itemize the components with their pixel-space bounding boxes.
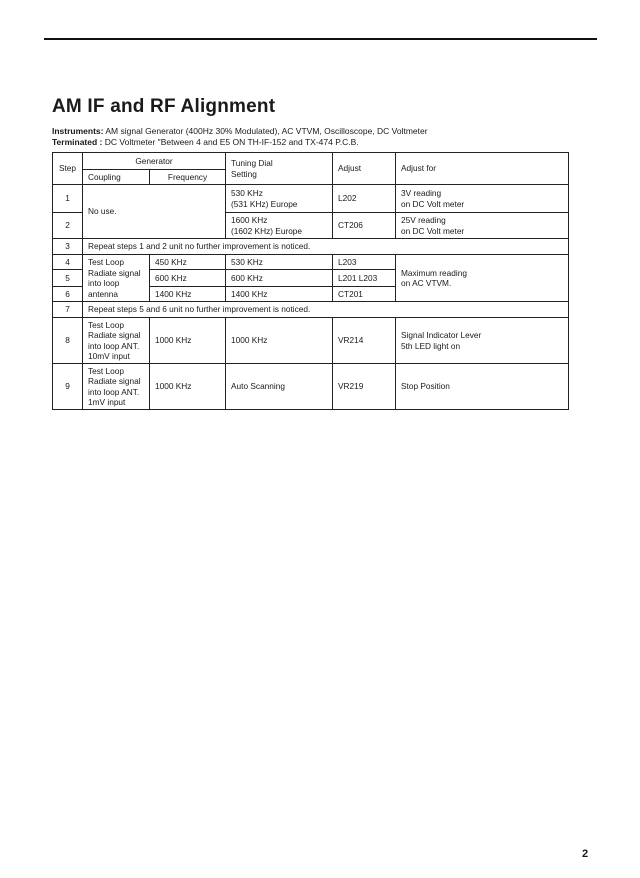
adjust-cell: L202 <box>333 185 396 213</box>
step-cell: 1 <box>53 185 83 213</box>
frequency-cell: 600 KHz <box>150 270 226 287</box>
adjust-for-cell: Stop Position <box>396 364 569 410</box>
top-rule <box>44 38 597 40</box>
step-cell: 2 <box>53 213 83 239</box>
table-row <box>53 255 569 270</box>
adjust-cell: CT206 <box>333 213 396 239</box>
header-step: Step <box>53 153 83 185</box>
step-cell: 4 <box>53 255 83 270</box>
header-adjust: Adjust <box>333 153 396 185</box>
tuning-cell: 1600 KHz (1602 KHz) Europe <box>226 213 333 239</box>
frequency-cell: 1000 KHz <box>150 318 226 364</box>
adjust-cell: L203 <box>333 255 396 270</box>
coupling-cell: No use. <box>83 185 226 239</box>
table-row <box>53 302 569 318</box>
repeat-note-cell: Repeat steps 1 and 2 unit no further improvement is noticed. <box>83 239 569 255</box>
table-row <box>53 185 569 213</box>
tuning-cell: 600 KHz <box>226 270 333 287</box>
instruments-text: AM signal Generator (400Hz 30% Modulated), AC VTVM, Oscilloscope, DC Voltmeter <box>105 126 428 136</box>
coupling-cell: Test Loop Radiate signal into loop ANT. 10mV input <box>83 318 150 364</box>
frequency-cell: 1000 KHz <box>150 364 226 410</box>
page-number: 2 <box>582 848 589 860</box>
step-cell: 6 <box>53 287 83 302</box>
coupling-cell: Test Loop Radiate signal into loop antenna <box>83 255 150 302</box>
terminated-text: DC Voltmeter "Between 4 and E5 ON TH-IF-152 and TX-474 P.C.B. <box>104 137 359 147</box>
step-cell: 9 <box>53 364 83 410</box>
step-cell: 7 <box>53 302 83 318</box>
adjust-cell: VR219 <box>333 364 396 410</box>
table-row <box>53 239 569 255</box>
terminated-line <box>52 137 359 148</box>
adjust-for-cell: 25V reading on DC Volt meter <box>396 213 569 239</box>
adjust-cell: CT201 <box>333 287 396 302</box>
table-header-row <box>53 153 569 170</box>
table-row <box>53 364 569 410</box>
tuning-cell: Auto Scanning <box>226 364 333 410</box>
step-cell: 3 <box>53 239 83 255</box>
adjust-for-cell: Maximum reading on AC VTVM. <box>396 255 569 302</box>
page-title: AM IF and RF Alignment <box>52 96 276 117</box>
instruments-label: Instruments: <box>52 126 104 136</box>
tuning-cell: 530 KHz (531 KHz) Europe <box>226 185 333 213</box>
header-frequency: Frequency <box>150 170 226 185</box>
header-coupling: Coupling <box>83 170 150 185</box>
repeat-note-cell: Repeat steps 5 and 6 unit no further improvement is noticed. <box>83 302 569 318</box>
tuning-cell: 530 KHz <box>226 255 333 270</box>
coupling-cell: Test Loop Radiate signal into loop ANT. 1mV input <box>83 364 150 410</box>
adjust-cell: L201 L203 <box>333 270 396 287</box>
header-generator: Generator <box>83 153 226 170</box>
adjust-for-cell: 3V reading on DC Volt meter <box>396 185 569 213</box>
frequency-cell: 1400 KHz <box>150 287 226 302</box>
tuning-cell: 1000 KHz <box>226 318 333 364</box>
alignment-table <box>52 152 569 410</box>
adjust-for-cell: Signal Indicator Lever 5th LED light on <box>396 318 569 364</box>
step-cell: 5 <box>53 270 83 287</box>
instruments-line <box>52 126 428 137</box>
header-adjust-for: Adjust for <box>396 153 569 185</box>
table-row <box>53 318 569 364</box>
terminated-label: Terminated : <box>52 137 103 147</box>
header-tuning: Tuning Dial Setting <box>226 153 333 185</box>
frequency-cell: 450 KHz <box>150 255 226 270</box>
adjust-cell: VR214 <box>333 318 396 364</box>
step-cell: 8 <box>53 318 83 364</box>
tuning-cell: 1400 KHz <box>226 287 333 302</box>
